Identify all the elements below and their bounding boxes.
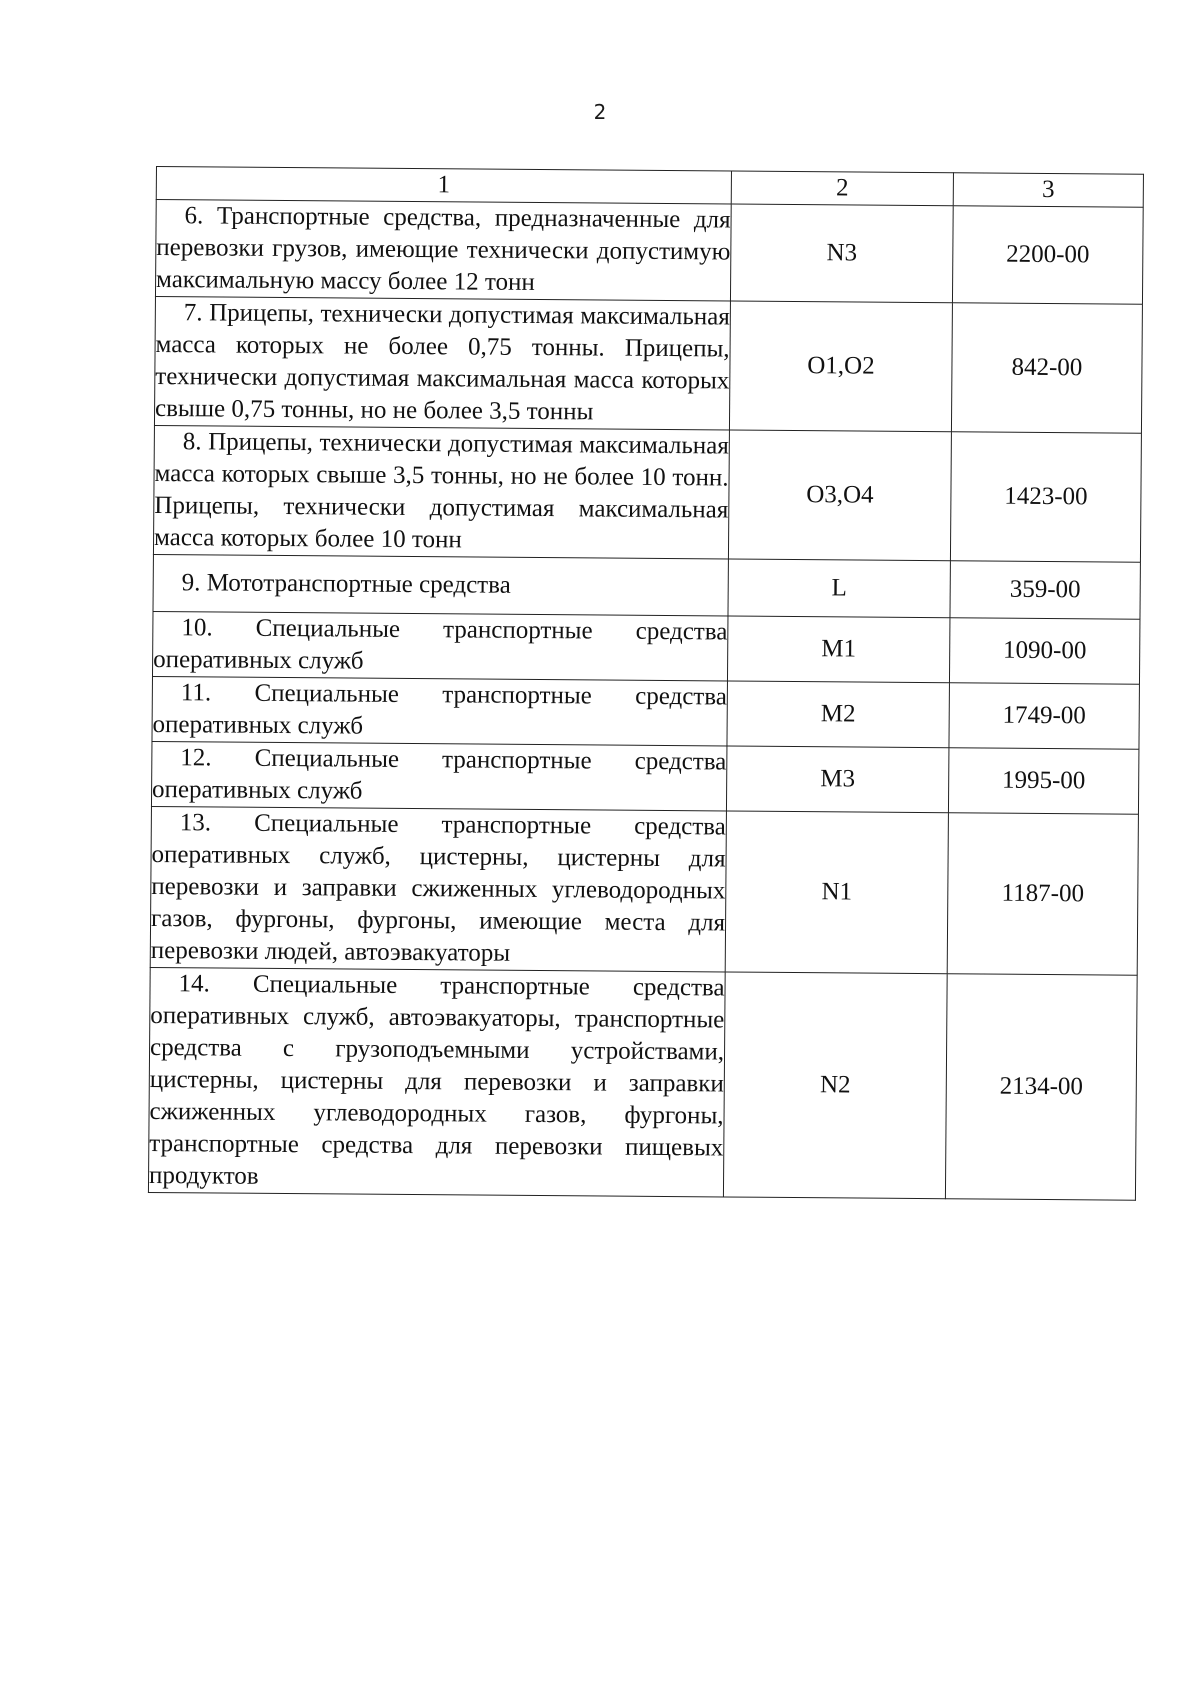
row-price: 1423-00 [950,432,1141,562]
table-row [152,676,1139,749]
row-category: M3 [726,746,949,813]
row-category: N3 [730,204,953,303]
table-row [154,296,1142,433]
row-description [153,554,728,616]
row-description [152,611,727,681]
row-category: O1,O2 [729,301,952,432]
row-price: 842-00 [951,303,1142,433]
row-description-text: 14. Специальные транспортные средства оперативных служб, автоэвакуаторы, транспортные средства с грузоподъемными устройствами, цистерны, цистерны для перевозки и заправки сжиженных углеводородных газов, фургоны, транспортные средства для перевозки пищевых продуктов [148,970,725,1190]
table-row [150,806,1138,975]
row-description [150,806,726,972]
table-row [155,200,1143,305]
row-price: 2134-00 [945,974,1137,1200]
table-row [151,741,1138,814]
page-number: 2 [593,100,607,124]
column-header-2: 2 [731,171,953,206]
row-category: M2 [727,681,950,748]
table-row [148,967,1137,1200]
row-category: N1 [725,811,948,974]
row-description [153,425,729,559]
row-description [148,967,725,1197]
row-category: L [728,559,950,618]
row-description [154,296,730,430]
row-description-text: 11. Специальные транспортные средства оперативных служб [152,679,727,740]
column-header-3: 3 [953,173,1143,207]
row-price: 359-00 [950,561,1140,619]
row-category: N2 [723,972,947,1199]
row-category: M1 [727,616,950,683]
row-description [151,741,726,811]
row-category: O3,O4 [728,430,951,561]
column-header-1: 1 [156,167,731,205]
row-description-text: 10. Специальные транспортные средства оперативных служб [153,614,728,675]
row-description-text: 13. Специальные транспортные средства оперативных служб, цистерны, цистерны для перевозки и заправки сжиженных углеводородных газов, фургоны, фургоны, имеющие места для перевозки людей, автоэвакуаторы [150,809,726,967]
row-description-text: 8. Прицепы, технически допустимая максимальная масса которых свыше 3,5 тонны, но не более 10 тонн. Прицепы, технически допустимая максимальная масса которых более 10 тонн [153,428,729,554]
row-description-text: 6. Транспортные средства, предназначенные для перевозки грузов, имеющие технически допустимую максимальную массу более 12 тонн [156,202,731,296]
row-price: 1187-00 [947,813,1138,975]
row-description-text: 7. Прицепы, технически допустимая максимальная масса которых не более 0,75 тонны. Прицепы, технически допустимая максимальная масса которых свыше 0,75 тонны, но не более 3,5 тонны [154,299,730,426]
row-description-text: 9. Мототранспортные средства [181,569,511,599]
row-description [155,200,731,302]
row-price: 2200-00 [952,206,1143,304]
row-price: 1090-00 [949,618,1140,684]
row-description-text: 12. Специальные транспортные средства оперативных служб [151,744,727,805]
table-row [153,554,1140,619]
row-price: 1995-00 [948,748,1139,814]
table-row [153,425,1141,562]
row-description [152,676,727,746]
row-price: 1749-00 [949,683,1140,749]
table-row [152,611,1139,684]
tariff-table [148,166,1144,1201]
